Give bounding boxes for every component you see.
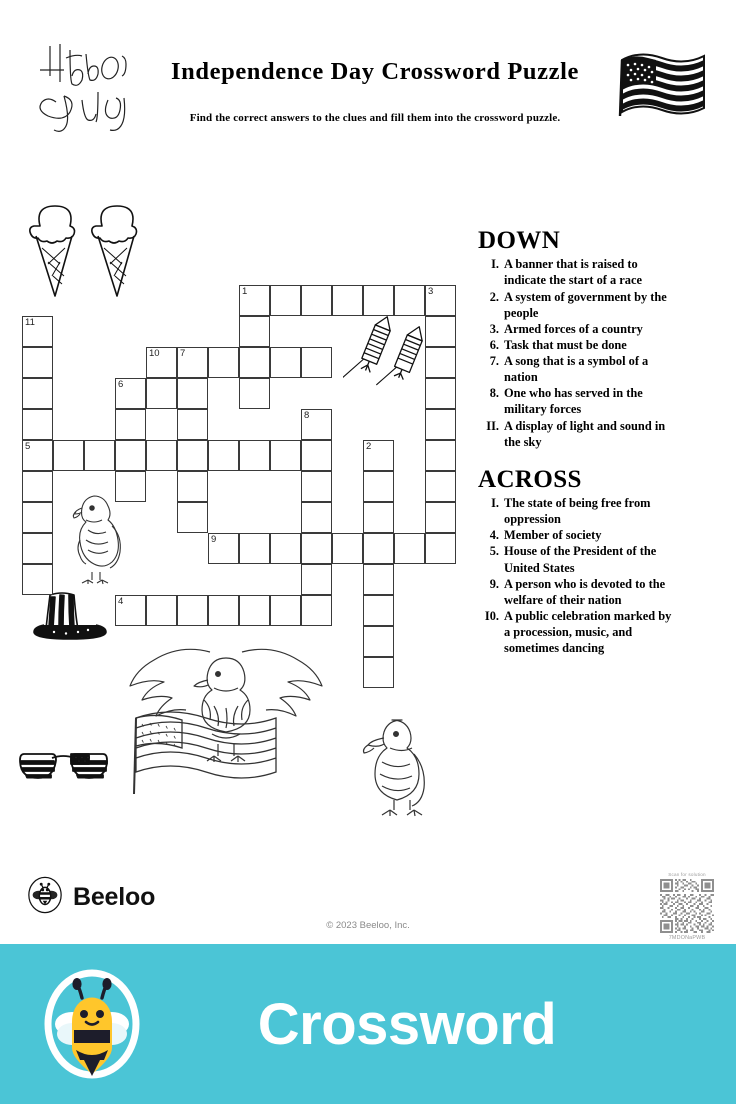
- grid-cell[interactable]: [301, 564, 332, 595]
- grid-cell[interactable]: [22, 378, 53, 409]
- grid-cell-numbered-10[interactable]: [146, 347, 177, 378]
- clue-item: [478, 543, 678, 575]
- grid-cell[interactable]: [115, 471, 146, 502]
- grid-cell[interactable]: [363, 564, 394, 595]
- clue-number: 8.: [489, 386, 499, 401]
- grid-cell[interactable]: [177, 471, 208, 502]
- grid-cell[interactable]: [239, 595, 270, 626]
- grid-cell[interactable]: [332, 533, 363, 564]
- cell-number: 11: [25, 317, 35, 328]
- grid-cell[interactable]: [22, 533, 53, 564]
- grid-cell[interactable]: [394, 533, 425, 564]
- grid-cell[interactable]: [53, 440, 84, 471]
- grid-cell[interactable]: [425, 378, 456, 409]
- clues-panel: [478, 228, 678, 656]
- grid-cell[interactable]: [239, 440, 270, 471]
- grid-cell[interactable]: [22, 502, 53, 533]
- clue-item: [478, 256, 678, 288]
- clue-number: 3.: [489, 321, 499, 336]
- grid-cell[interactable]: [115, 409, 146, 440]
- grid-cell[interactable]: [177, 378, 208, 409]
- clue-text: One who has served in the military forces: [504, 386, 643, 417]
- clue-item: [478, 321, 678, 337]
- clue-number: I.: [491, 257, 499, 272]
- cell-number: 3: [428, 286, 434, 297]
- across-clue-list: [478, 495, 678, 656]
- down-heading: DOWN: [478, 227, 561, 254]
- grid-cell[interactable]: [301, 440, 332, 471]
- grid-cell-numbered-11[interactable]: [22, 316, 53, 347]
- grid-cell[interactable]: [270, 533, 301, 564]
- cell-number: 6: [118, 379, 124, 390]
- grid-cell[interactable]: [177, 595, 208, 626]
- grid-cell[interactable]: [425, 316, 456, 347]
- beeloo-brand: [26, 876, 155, 919]
- clue-number: 9.: [489, 576, 499, 591]
- grid-cell-numbered-2[interactable]: [363, 440, 394, 471]
- grid-cell-numbered-4[interactable]: [115, 595, 146, 626]
- grid-cell-numbered-5[interactable]: [22, 440, 53, 471]
- clue-number: I0.: [484, 608, 499, 623]
- grid-cell-numbered-8[interactable]: [301, 409, 332, 440]
- clue-text: A banner that is raised to indicate the start of a race: [504, 257, 642, 288]
- clue-number: 4.: [489, 528, 499, 543]
- cell-number: 4: [118, 596, 124, 607]
- bottom-banner: [0, 944, 736, 1104]
- clue-number: 6.: [489, 337, 499, 352]
- grid-cell-numbered-6[interactable]: [115, 378, 146, 409]
- grid-cell[interactable]: [301, 595, 332, 626]
- cell-number: 2: [366, 441, 372, 452]
- grid-cell[interactable]: [301, 502, 332, 533]
- clue-text: Member of society: [504, 528, 602, 543]
- flag-sunglasses-icon: [18, 744, 113, 788]
- bee-pencil-logo-icon: [36, 968, 148, 1080]
- us-flag-icon: [616, 46, 708, 124]
- clue-number: 7.: [489, 354, 499, 368]
- grid-cell[interactable]: [270, 285, 301, 316]
- grid-cell[interactable]: [270, 595, 301, 626]
- grid-cell[interactable]: [363, 533, 394, 564]
- grid-cell[interactable]: [332, 285, 363, 316]
- grid-cell[interactable]: [239, 378, 270, 409]
- cell-number: 5: [25, 441, 31, 452]
- qr-caption: Scan for solution: [668, 872, 706, 877]
- grid-cell[interactable]: [177, 440, 208, 471]
- qr-code-id: 7MDONaPWB: [668, 935, 706, 941]
- page-subtitle: Find the correct answers to the clues and fill them into the crossword puzzle.: [189, 112, 561, 124]
- grid-cell[interactable]: [22, 409, 53, 440]
- grid-cell[interactable]: [363, 502, 394, 533]
- clue-item: [478, 418, 678, 450]
- page-title: Independence Day Crossword Puzzle: [171, 58, 579, 85]
- grid-cell[interactable]: [363, 626, 394, 657]
- grid-cell[interactable]: [425, 471, 456, 502]
- eagle-with-flag-icon: [126, 622, 326, 802]
- clue-text: A public celebration marked by a procession, music, and sometimes dancing: [504, 608, 672, 656]
- grid-cell-numbered-9[interactable]: [208, 533, 239, 564]
- clue-item: [478, 353, 678, 385]
- grid-cell[interactable]: [425, 440, 456, 471]
- grid-cell[interactable]: [115, 440, 146, 471]
- grid-cell[interactable]: [425, 347, 456, 378]
- down-clue-list: [478, 256, 678, 450]
- qr-code-icon[interactable]: [660, 879, 714, 933]
- bee-logo-icon: [26, 876, 64, 919]
- clue-number: I.: [491, 496, 499, 510]
- clue-item: [478, 289, 678, 321]
- clue-number: 2.: [489, 289, 499, 304]
- clue-text: A display of light and sound in the sky: [504, 418, 666, 449]
- clue-number: 5.: [489, 544, 499, 559]
- clue-text: The state of being free from oppression: [504, 496, 651, 527]
- grid-cell[interactable]: [394, 285, 425, 316]
- clue-item: [478, 527, 678, 543]
- clue-text: A system of government by the people: [504, 289, 667, 320]
- clue-text: A song that is a symbol of a nation: [504, 354, 649, 385]
- grid-cell[interactable]: [177, 502, 208, 533]
- clue-item: [478, 337, 678, 353]
- grid-cell[interactable]: [239, 316, 270, 347]
- grid-cell[interactable]: [270, 440, 301, 471]
- grid-cell[interactable]: [363, 285, 394, 316]
- clue-item: [478, 608, 678, 656]
- copyright-text: © 2023 Beeloo, Inc.: [326, 920, 410, 931]
- grid-cell-numbered-1[interactable]: [239, 285, 270, 316]
- grid-cell-numbered-7[interactable]: [177, 347, 208, 378]
- eagle-standing-right-icon: [348, 708, 438, 818]
- grid-cell[interactable]: [363, 657, 394, 688]
- cell-number: 7: [180, 348, 186, 359]
- grid-cell[interactable]: [146, 595, 177, 626]
- crossword-grid[interactable]: [0, 0, 470, 640]
- grid-cell[interactable]: [425, 409, 456, 440]
- grid-cell[interactable]: [146, 440, 177, 471]
- grid-cell[interactable]: [301, 533, 332, 564]
- grid-cell[interactable]: [208, 595, 239, 626]
- cell-number: 9: [211, 534, 217, 545]
- grid-cell[interactable]: [208, 440, 239, 471]
- cell-number: 1: [242, 286, 248, 297]
- grid-cell-numbered-3[interactable]: [425, 285, 456, 316]
- clue-number: II.: [486, 418, 499, 433]
- grid-cell[interactable]: [425, 502, 456, 533]
- grid-cell[interactable]: [146, 378, 177, 409]
- grid-cell[interactable]: [239, 347, 270, 378]
- brand-name: Beeloo: [73, 883, 156, 911]
- cell-number: 8: [304, 410, 310, 421]
- clue-item: [478, 576, 678, 608]
- grid-cell[interactable]: [301, 347, 332, 378]
- grid-cell[interactable]: [301, 471, 332, 502]
- grid-cell[interactable]: [363, 595, 394, 626]
- grid-cell[interactable]: [239, 533, 270, 564]
- grid-cell[interactable]: [22, 564, 53, 595]
- grid-cell[interactable]: [301, 285, 332, 316]
- clue-text: Task that must be done: [504, 337, 627, 352]
- grid-cell[interactable]: [177, 409, 208, 440]
- grid-cell[interactable]: [425, 533, 456, 564]
- grid-cell[interactable]: [363, 471, 394, 502]
- qr-solution-block[interactable]: [656, 872, 718, 941]
- grid-cell[interactable]: [270, 347, 301, 378]
- clue-text: A person who is devoted to the welfare of their nation: [504, 576, 666, 607]
- grid-cell[interactable]: [22, 471, 53, 502]
- grid-cell[interactable]: [84, 440, 115, 471]
- banner-title: Crossword: [257, 991, 557, 1057]
- clue-text: Armed forces of a country: [504, 321, 643, 336]
- page-footer: [0, 858, 736, 944]
- grid-cell[interactable]: [22, 347, 53, 378]
- grid-cell[interactable]: [208, 347, 239, 378]
- across-heading: ACROSS: [478, 465, 582, 493]
- clue-item: [478, 385, 678, 417]
- clue-text: House of the President of the United States: [504, 544, 657, 575]
- clue-item: [478, 495, 678, 527]
- cell-number: 10: [149, 348, 160, 359]
